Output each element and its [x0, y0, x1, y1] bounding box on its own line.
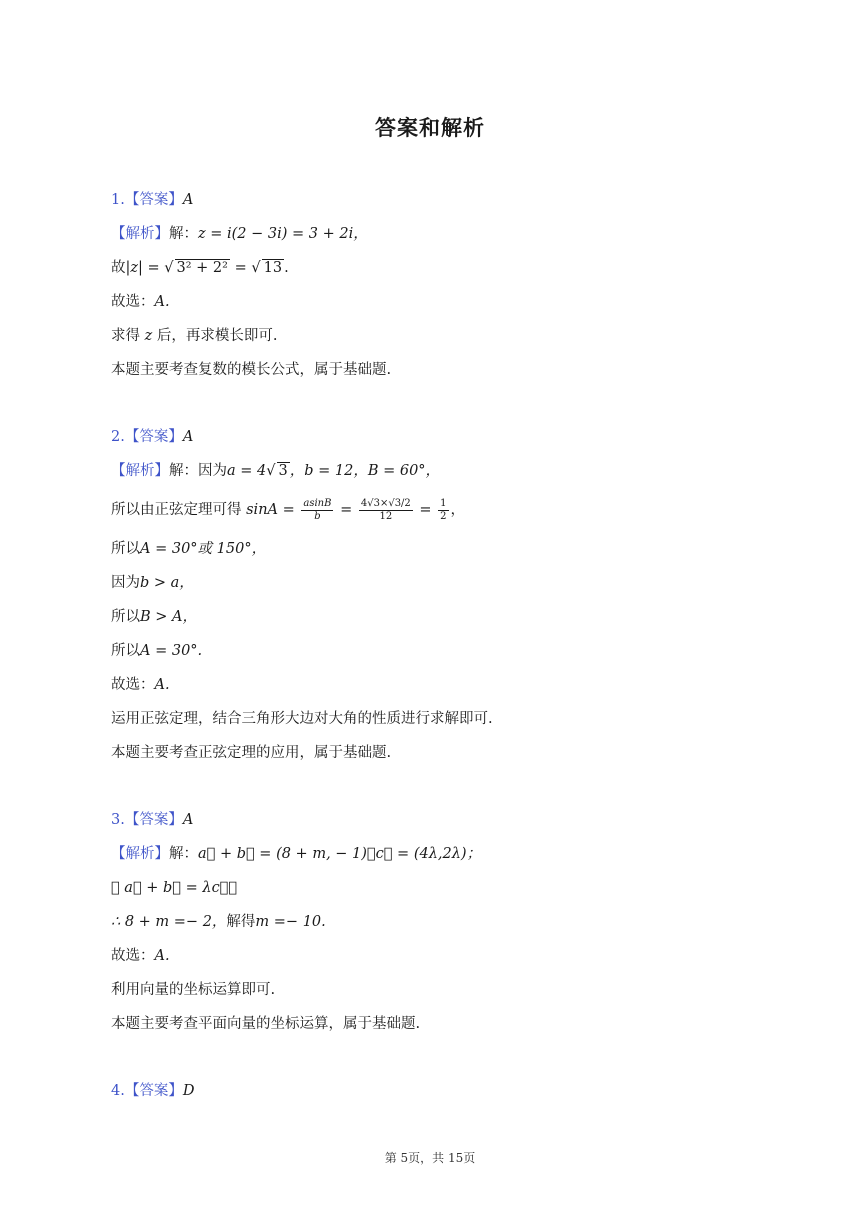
q3-math: A. [154, 948, 170, 964]
q1-text: 解： [169, 226, 198, 242]
q2-math: B > A， [140, 609, 197, 625]
q1-radicand: 13 [263, 260, 283, 276]
q3-analysis-line-2 [111, 878, 237, 898]
q4-answer-label: 4.【答案】 [111, 1083, 183, 1099]
q3-text: 解得 [226, 914, 256, 930]
q2-analysis-line-6 [111, 641, 202, 661]
q3-analysis-line-5: 利用向量的坐标运算即可. [111, 982, 276, 998]
numerator: 4√3×√3/2 [360, 497, 411, 509]
q2-analysis-line-1 [111, 461, 440, 481]
q2-text: 解：因为 [169, 463, 227, 479]
q1-radicand: 3² + 2² [176, 260, 228, 276]
q2-answer-line [111, 427, 193, 447]
q2-math: = [419, 502, 432, 518]
q3-analysis-line-6: 本题主要考查平面向量的坐标运算，属于基础题. [111, 1016, 421, 1032]
q2-analysis-line-3 [111, 539, 266, 559]
fraction [438, 498, 448, 523]
q1-text: 故 [111, 260, 126, 276]
q1-math: A. [154, 294, 170, 310]
q1-analysis-line-1 [111, 224, 368, 244]
q3-math: ∵ a⃗ + b⃗ = λc⃗， [111, 880, 238, 896]
q2-math: b > a， [140, 575, 194, 591]
q1-analysis-line-3 [111, 292, 170, 312]
q3-analysis-line-4 [111, 946, 170, 966]
q2-math: A = 30°或 150°， [140, 541, 267, 557]
q3-analysis-line-1 [111, 844, 481, 864]
sqrt-sign: √ [266, 463, 276, 479]
q2-math: A = 30°. [140, 643, 203, 659]
page-title: 答案和解析 [375, 116, 485, 140]
q2-text: 因为 [111, 575, 140, 591]
q3-answer-label: 3.【答案】 [111, 812, 183, 828]
q2-text: 所以由正弦定理可得 [111, 502, 242, 518]
q2-answer-value: A [182, 429, 194, 445]
q2-math: = [340, 502, 353, 518]
q1-answer-label: 1.【答案】 [111, 192, 183, 208]
q1-analysis-line-5: 本题主要考查复数的模长公式，属于基础题. [111, 362, 392, 378]
q1-answer-line [111, 190, 193, 210]
q2-analysis-line-7 [111, 675, 170, 695]
q2-analysis-line-2 [111, 497, 465, 523]
q1-math: |z| = [125, 260, 165, 276]
q1-text: 求得 [111, 328, 145, 344]
q1-text: 后，再求模长即可. [152, 328, 278, 344]
q2-text: 所以 [111, 541, 140, 557]
q2-analysis-tag: 【解析】 [111, 463, 169, 479]
q2-radicand: 3 [278, 463, 288, 479]
q2-math: a = 4 [227, 463, 267, 479]
denominator: 2 [440, 510, 447, 522]
q1-math: = [229, 260, 252, 276]
q2-analysis-line-9: 本题主要考查正弦定理的应用，属于基础题. [111, 745, 392, 761]
q1-analysis-line-4 [111, 326, 277, 346]
q3-text: 故选： [111, 948, 155, 964]
q3-analysis-line-3 [111, 912, 326, 932]
q2-math: ，b = 12，B = 60°， [289, 463, 441, 479]
q4-answer-line [111, 1081, 194, 1101]
q1-text: 故选： [111, 294, 155, 310]
q3-answer-line [111, 810, 193, 830]
fraction [359, 498, 413, 523]
numerator: asinB [303, 497, 332, 509]
numerator: 1 [440, 497, 447, 509]
q2-text: 故选： [111, 677, 155, 693]
q3-math: a⃗ + b⃗ = (8 + m, − 1)；c⃗ = (4λ,2λ)； [198, 846, 482, 862]
q3-math: ∴ 8 + m =− 2， [111, 914, 227, 930]
q1-answer-value: A [182, 192, 194, 208]
q2-math: A. [154, 677, 170, 693]
q3-answer-value: A [182, 812, 194, 828]
q3-analysis-tag: 【解析】 [111, 846, 169, 862]
q1-analysis-line-2 [111, 258, 289, 278]
q4-answer-value: D [182, 1083, 195, 1099]
q2-text: 所以 [111, 609, 140, 625]
page-footer: 第 5页，共 15页 [384, 1151, 476, 1165]
q3-text: 解： [169, 846, 198, 862]
fraction [301, 498, 333, 523]
q2-answer-label: 2.【答案】 [111, 429, 183, 445]
q2-math: ， [450, 502, 466, 518]
q2-analysis-line-5 [111, 607, 197, 627]
q2-analysis-line-8: 运用正弦定理，结合三角形大边对大角的性质进行求解即可. [111, 711, 493, 727]
denominator: b [314, 510, 321, 522]
denominator: 12 [379, 510, 393, 522]
q1-math: . [284, 260, 289, 276]
sqrt-sign: √ [164, 260, 174, 276]
q2-analysis-line-4 [111, 573, 194, 593]
q1-math: z [144, 328, 153, 344]
sqrt-sign: √ [251, 260, 261, 276]
q1-math: z = i(2 − 3i) = 3 + 2i， [198, 226, 368, 242]
q2-text: 所以 [111, 643, 140, 659]
q3-math: m =− 10. [255, 914, 326, 930]
q2-math: sinA = [246, 502, 295, 518]
q1-analysis-tag: 【解析】 [111, 226, 169, 242]
